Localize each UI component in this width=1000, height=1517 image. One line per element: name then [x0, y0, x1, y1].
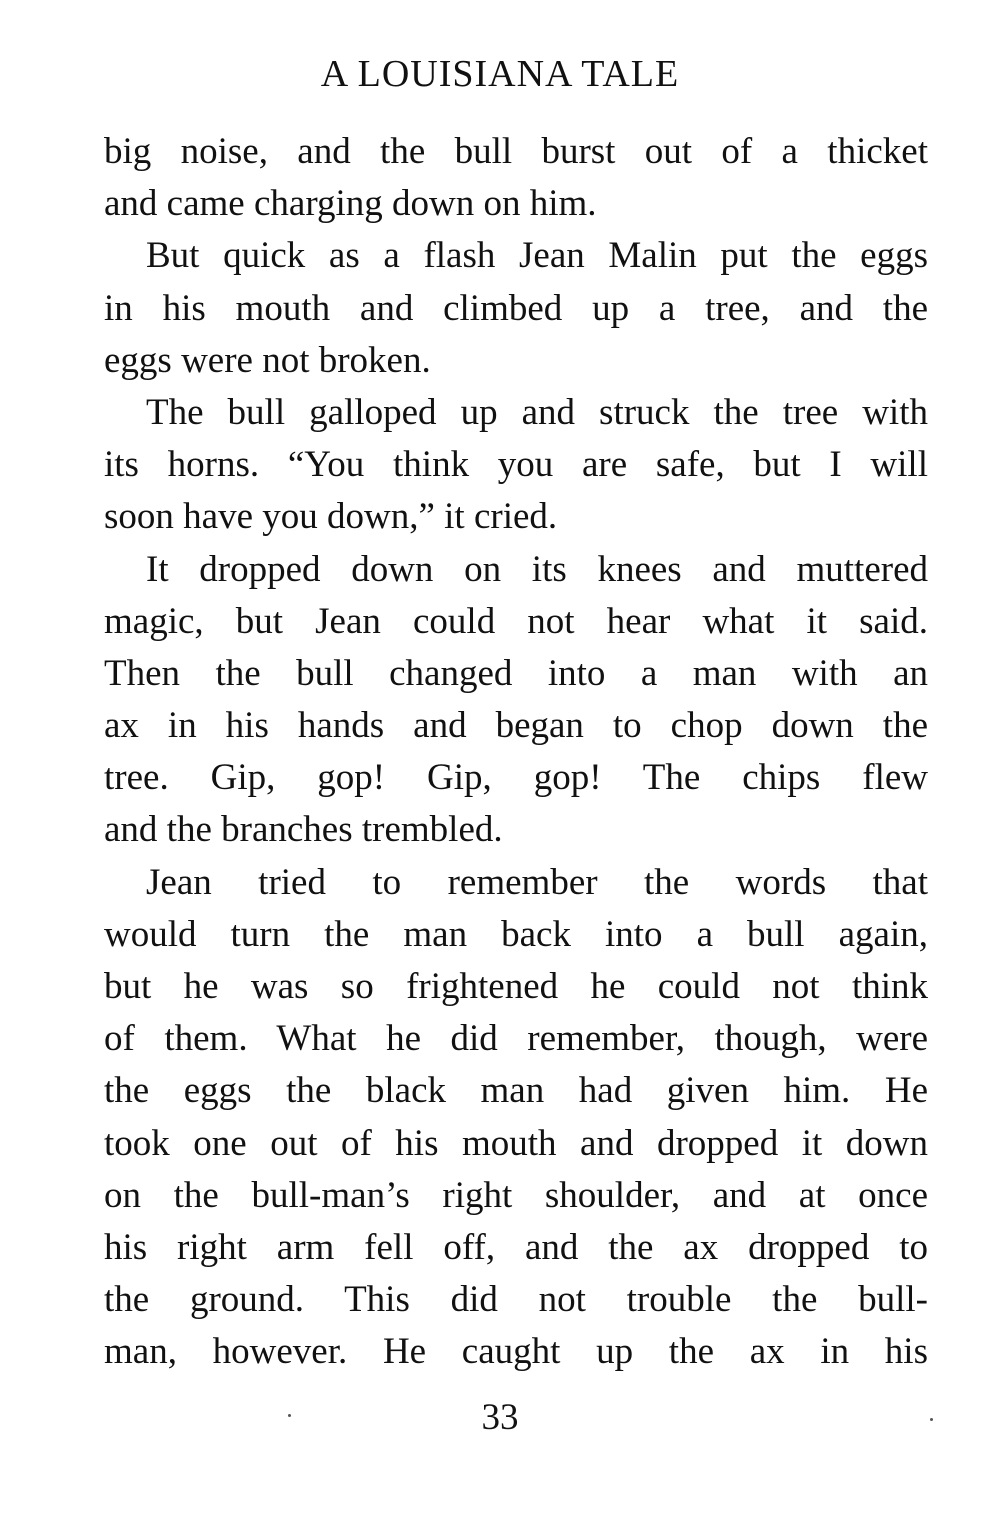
print-speck — [288, 1414, 291, 1417]
text-line: and the branches trembled. — [104, 809, 503, 851]
text-line: but he was so frightened he could not think — [104, 966, 928, 1007]
page-number: 33 — [481, 1397, 519, 1438]
text-line: and came charging down on him. — [104, 183, 597, 225]
text-line: on the bull-man’s right shoulder, and at once — [104, 1174, 928, 1216]
text-line: would turn the man back into a bull again, — [104, 913, 928, 955]
text-line: It dropped down on its knees and muttered — [146, 548, 928, 590]
text-line: took one out of his mouth and dropped it down — [104, 1122, 928, 1164]
text-line: its horns. “You think you are safe, but I will — [104, 444, 928, 486]
text-line: his right arm fell off, and the ax dropped to — [104, 1226, 928, 1268]
text-line: The bull galloped up and struck the tree with — [146, 391, 928, 433]
running-head: A LOUISIANA TALE — [320, 53, 680, 95]
text-line: Jean tried to remember the words that — [146, 861, 928, 903]
text-line: man, however. He caught up the ax in his — [104, 1331, 928, 1373]
text-line: the ground. This did not trouble the bull- — [104, 1279, 928, 1321]
text-line: of them. What he did remember, though, were — [104, 1018, 928, 1060]
text-line: But quick as a flash Jean Malin put the eggs — [146, 235, 928, 277]
text-line: tree. Gip, gop! Gip, gop! The chips flew — [104, 757, 928, 799]
text-line: the eggs the black man had given him. He — [104, 1070, 928, 1112]
body-text — [104, 126, 928, 1379]
text-line: magic, but Jean could not hear what it said. — [104, 600, 928, 642]
text-line: in his mouth and climbed up a tree, and the — [104, 287, 928, 329]
text-line: soon have you down,” it cried. — [104, 496, 558, 538]
text-line: big noise, and the bull burst out of a thicket — [104, 131, 928, 172]
text-line: ax in his hands and began to chop down the — [104, 705, 928, 747]
text-line: eggs were not broken. — [104, 339, 431, 381]
text-line: Then the bull changed into a man with an — [104, 652, 928, 694]
print-speck — [930, 1418, 933, 1421]
